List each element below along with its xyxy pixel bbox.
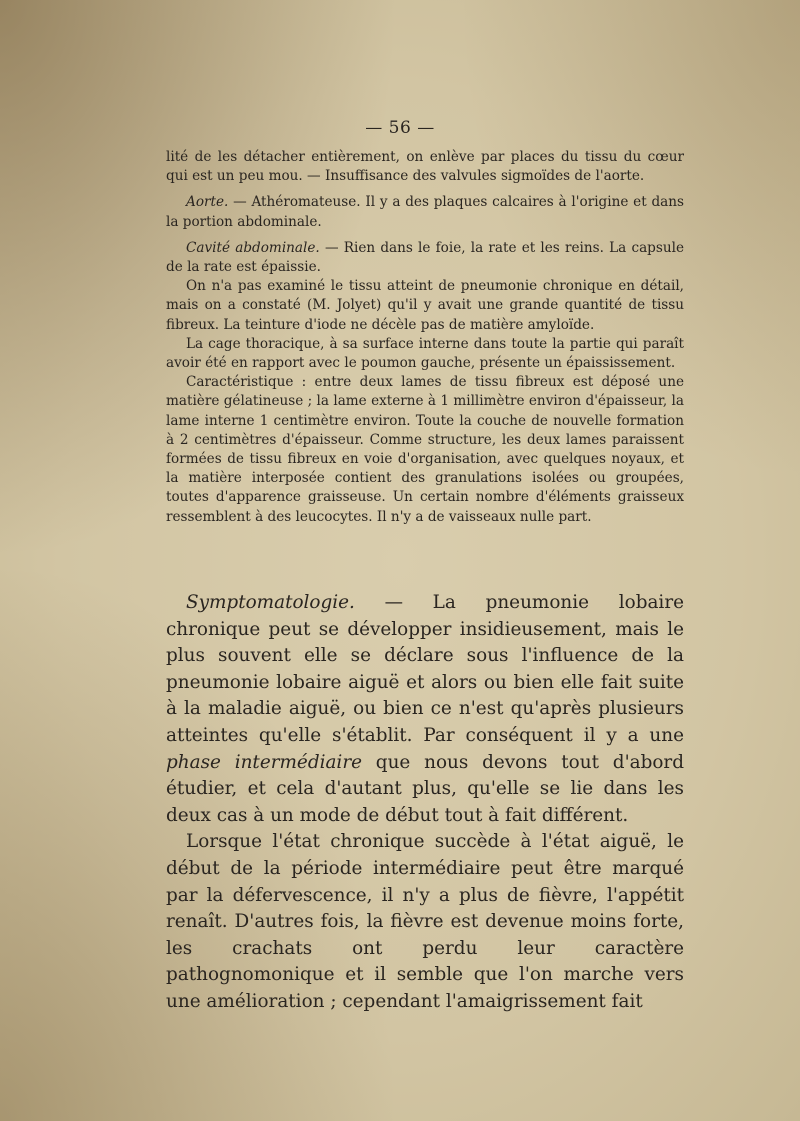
main-text	[166, 590, 684, 1016]
symptomatologie-text-1: — La pneumonie lobaire chronique peut se développer insidieusement, mais le plus souvent elle se déclare sous l'influence de la pneumonie lobaire aiguë et alors ou bien elle fait suite à la maladie aiguë, ou bien ce n'est qu'après plusieurs atteintes qu'elle s'établit. Par conséquent il y a une	[166, 592, 684, 746]
page-number: — 56 —	[365, 118, 435, 138]
cavite-text: — Rien dans le foie, la rate et les reins. La capsule de la rate est épaissie.	[166, 239, 684, 276]
notes-paragraph-heart: lité de les détacher entièrement, on enlève par places du tissu du cœur qui est un peu mou. — Insuffisance des valvules sigmoïdes de l'aorte.	[166, 149, 684, 185]
aorte-text: — Athéromateuse. Il y a des plaques calcaires à l'origine et dans la portion abdominale.	[166, 194, 684, 230]
main-paragraph-symptomatologie	[166, 590, 684, 829]
main-paragraph-lorsque: Lorsque l'état chronique succède à l'état aiguë, le début de la période intermédiaire peut être marqué par la défervescence, il n'y a plus de fièvre, l'appétit renaît. D'autres fois, la fièvre est devenue moins forte, les crachats ont perdu leur caractère pathognomonique et il semble que l'on marche vers une amélioration ; cependant l'amaigrissement fait	[166, 831, 684, 1012]
notes-paragraph-poumon: On n'a pas examiné le tissu atteint de pneumonie chronique en détail, mais on a constaté (M. Jolyet) qu'il y avait une grande quantité de tissu fibreux. La teinture d'iode ne décèle pas de matière amyloïde.	[166, 278, 684, 333]
notes-paragraph-cavite	[166, 239, 684, 277]
symptomatologie-heading: Symptomatologie.	[186, 592, 355, 613]
case-notes	[166, 148, 684, 527]
notes-paragraph-aorte	[166, 193, 684, 231]
phase-intermediaire-emphasis: phase intermédiaire	[166, 751, 362, 773]
cavite-heading: Cavité abdominale.	[186, 239, 320, 256]
symptomatologie-text-2: que nous devons tout d'abord étudier, et cela d'autant plus, qu'elle se lie dans les deux cas à un mode de début tout à fait différent.	[166, 751, 684, 826]
aorte-heading: Aorte.	[186, 194, 229, 211]
notes-paragraph-cage: La cage thoracique, à sa surface interne dans toute la partie qui paraît avoir été en rapport avec le poumon gauche, présente un épaississement.	[166, 335, 684, 372]
notes-paragraph-caracteristique: Caractéristique : entre deux lames de tissu fibreux est déposé une matière gélatineuse ; la lame externe à 1 millimètre environ d'épaisseur, la lame interne 1 centimètre environ. Toute la couche de nouvelle formation à 2 centimètres d'épaisseur. Comme structure, les deux lames paraissent formées de tissu fibreux en voie d'organisation, avec quelques noyaux, et la matière interposée contient des granulations isolées ou groupées, toutes d'apparence graisseuse. Un certain nombre d'éléments graisseux ressemblent à des leucocytes. Il n'y a de vaisseaux nulle part.	[166, 374, 684, 525]
